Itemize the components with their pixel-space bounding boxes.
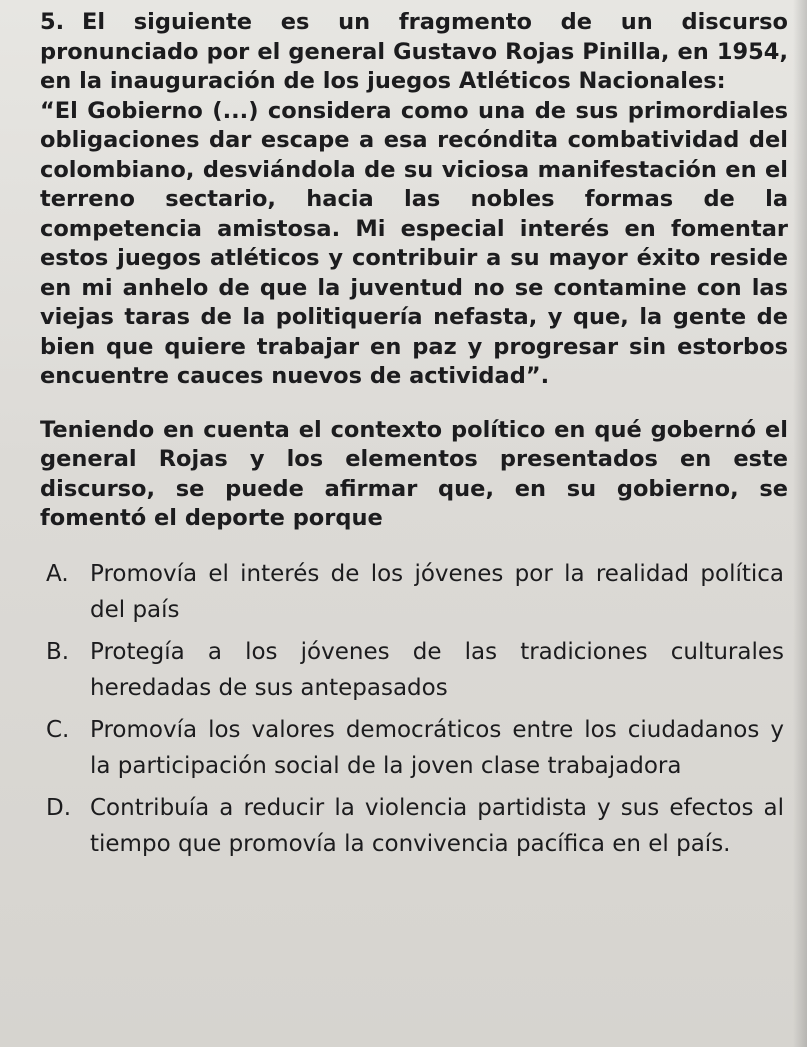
option-d[interactable] [40, 790, 788, 862]
option-b[interactable] [40, 634, 788, 706]
question-5 [40, 8, 788, 868]
option-c-text: Promovía los valores democráticos entre los ciudadanos y la participación social de la joven clase trabajadora [90, 716, 784, 779]
speech-quote: “El Gobierno (...) considera como una de sus primordiales obligaciones dar escape a esa recóndita combatividad del colombiano, desviándola de su viciosa manifestación en el terreno sectario, hacia las nobles formas de la competencia amistosa. Mi especial interés en fomentar estos juegos atléticos y contribuir a su mayor éxito reside en mi anhelo de que la juventud no se contamine con las viejas taras de la politiquería nefasta, y que, la gente de bien que quiere trabajar en paz y progresar sin estorbos encuentre cauces nuevos de actividad”. [40, 97, 788, 389]
question-number: 5. [40, 9, 65, 35]
option-b-text: Protegía a los jóvenes de las tradiciones culturales heredadas de sus antepasados [90, 638, 784, 701]
question-intro-block [40, 8, 788, 97]
answer-options [40, 556, 788, 862]
option-c-letter: C. [46, 716, 70, 743]
page-edge-shadow [793, 0, 807, 1047]
option-b-letter: B. [46, 638, 70, 665]
option-d-letter: D. [46, 794, 72, 821]
question-stem: Teniendo en cuenta el contexto político en qué gobernó el general Rojas y los elementos presentados en este discurso, se puede afirmar que, en su gobierno, se fomentó el deporte porque [40, 416, 788, 531]
option-a-letter: A. [46, 560, 69, 587]
option-a-text: Promovía el interés de los jóvenes por la realidad política del país [90, 560, 784, 623]
question-intro: El siguiente es un fragmento de un discurso pronunciado por el general Gustavo Rojas Pinilla, en 1954, en la inauguración de los juegos Atléticos Nacionales: [40, 9, 788, 94]
option-a[interactable] [40, 556, 788, 628]
option-d-text: Contribuía a reducir la violencia partidista y sus efectos al tiempo que promovía la convivencia pacífica en el país. [90, 794, 784, 857]
option-c[interactable] [40, 712, 788, 784]
